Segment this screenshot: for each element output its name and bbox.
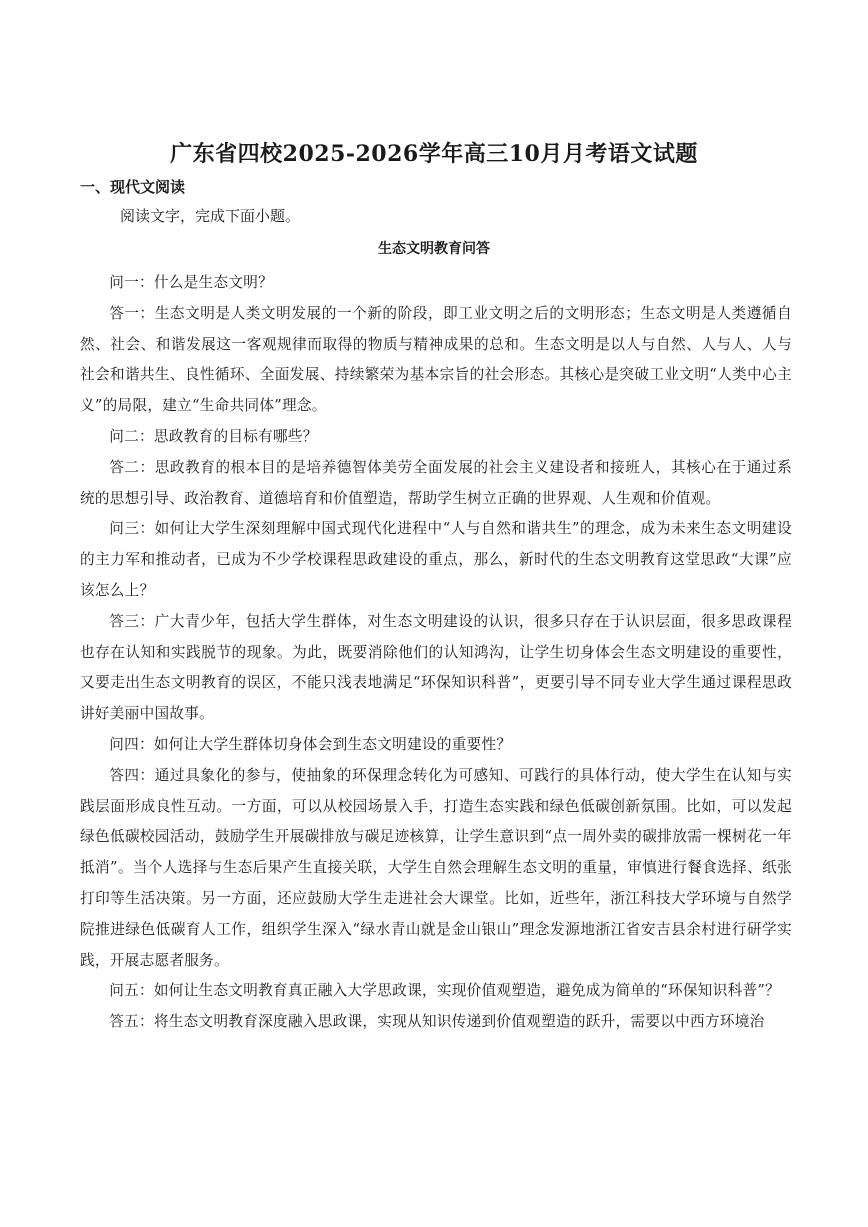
answer-3: 答三：广大青少年，包括大学生群体，对生态文明建设的认识，很多只存在于认识层面，很多思政课程也存在认知和实践脱节的现象。为此，既要消除他们的认知鸿沟，让学生切身体会生态文明建设的重要性，又要走出生态文明教育的误区，不能只浅表地满足“环保知识科普”，更要引导不同专业大学生通过课程思政讲好美丽中国故事。 [80,612,792,723]
question-5: 问五：如何让生态文明教育真正融入大学思政课，实现价值观塑造，避免成为简单的“环保知识科普”？ [109,982,781,1000]
article-body [80,268,792,1038]
answer-5: 答五：将生态文明教育深度融入思政课，实现从知识传递到价值观塑造的跃升，需要以中西方环境治 [109,1013,765,1031]
answer-4: 答四：通过具象化的参与，使抽象的环保理念转化为可感知、可践行的具体行动，使大学生在认知与实践层面形成良性互动。一方面，可以从校园场景入手，打造生态实践和绿色低碳创新氛围。比如，可以发起绿色低碳校园活动，鼓励学生开展碳排放与碳足迹核算，让学生意识到“点一周外卖的碳排放需一棵树花一年抵消”。当个人选择与生态后果产生直接关联，大学生自然会理解生态文明的重量，审慎进行餐食选择、纸张打印等生活决策。另一方面，还应鼓励大学生走进社会大课堂。比如，近些年，浙江科技大学环境与自然学院推进绿色低碳育人工作，组织学生深入“绿水青山就是金山银山”理念发源地浙江省安吉县余村进行研学实践，开展志愿者服务。 [80,766,792,969]
document-title: 广东省四校2025-2026学年高三10月月考语文试题 [170,141,698,167]
question-2: 问二：思政教育的目标有哪些？ [109,427,318,445]
question-3: 问三：如何让大学生深刻理解中国式现代化进程中“人与自然和谐共生”的理念，成为未来生态文明建设的主力军和推动者，已成为不少学校课程思政建设的重点，那么，新时代的生态文明教育这堂思政“大课”应该怎么上？ [80,520,792,599]
answer-1: 答一：生态文明是人类文明发展的一个新的阶段，即工业文明之后的文明形态；生态文明是人类遵循自然、社会、和谐发展这一客观规律而取得的物质与精神成果的总和。生态文明是以人与自然、人与人、人与社会和谐共生、良性循环、全面发展、持续繁荣为基本宗旨的社会形态。其核心是突破工业文明“人类中心主义”的局限，建立“生命共同体”理念。 [80,304,792,415]
reading-instruction: 阅读文字，完成下面小题。 [120,207,301,225]
question-1: 问一：什么是生态文明？ [109,274,274,291]
article-title: 生态文明教育问答 [378,241,490,257]
answer-2: 答二：思政教育的根本目的是培养德智体美劳全面发展的社会主义建设者和接班人，其核心在于通过系统的思想引导、政治教育、道德培育和价值塑造，帮助学生树立正确的世界观、人生观和价值观。 [80,458,792,507]
question-4: 问四：如何让大学生群体切身体会到生态文明建设的重要性？ [109,735,512,753]
section-heading: 一、现代文阅读 [80,178,186,196]
